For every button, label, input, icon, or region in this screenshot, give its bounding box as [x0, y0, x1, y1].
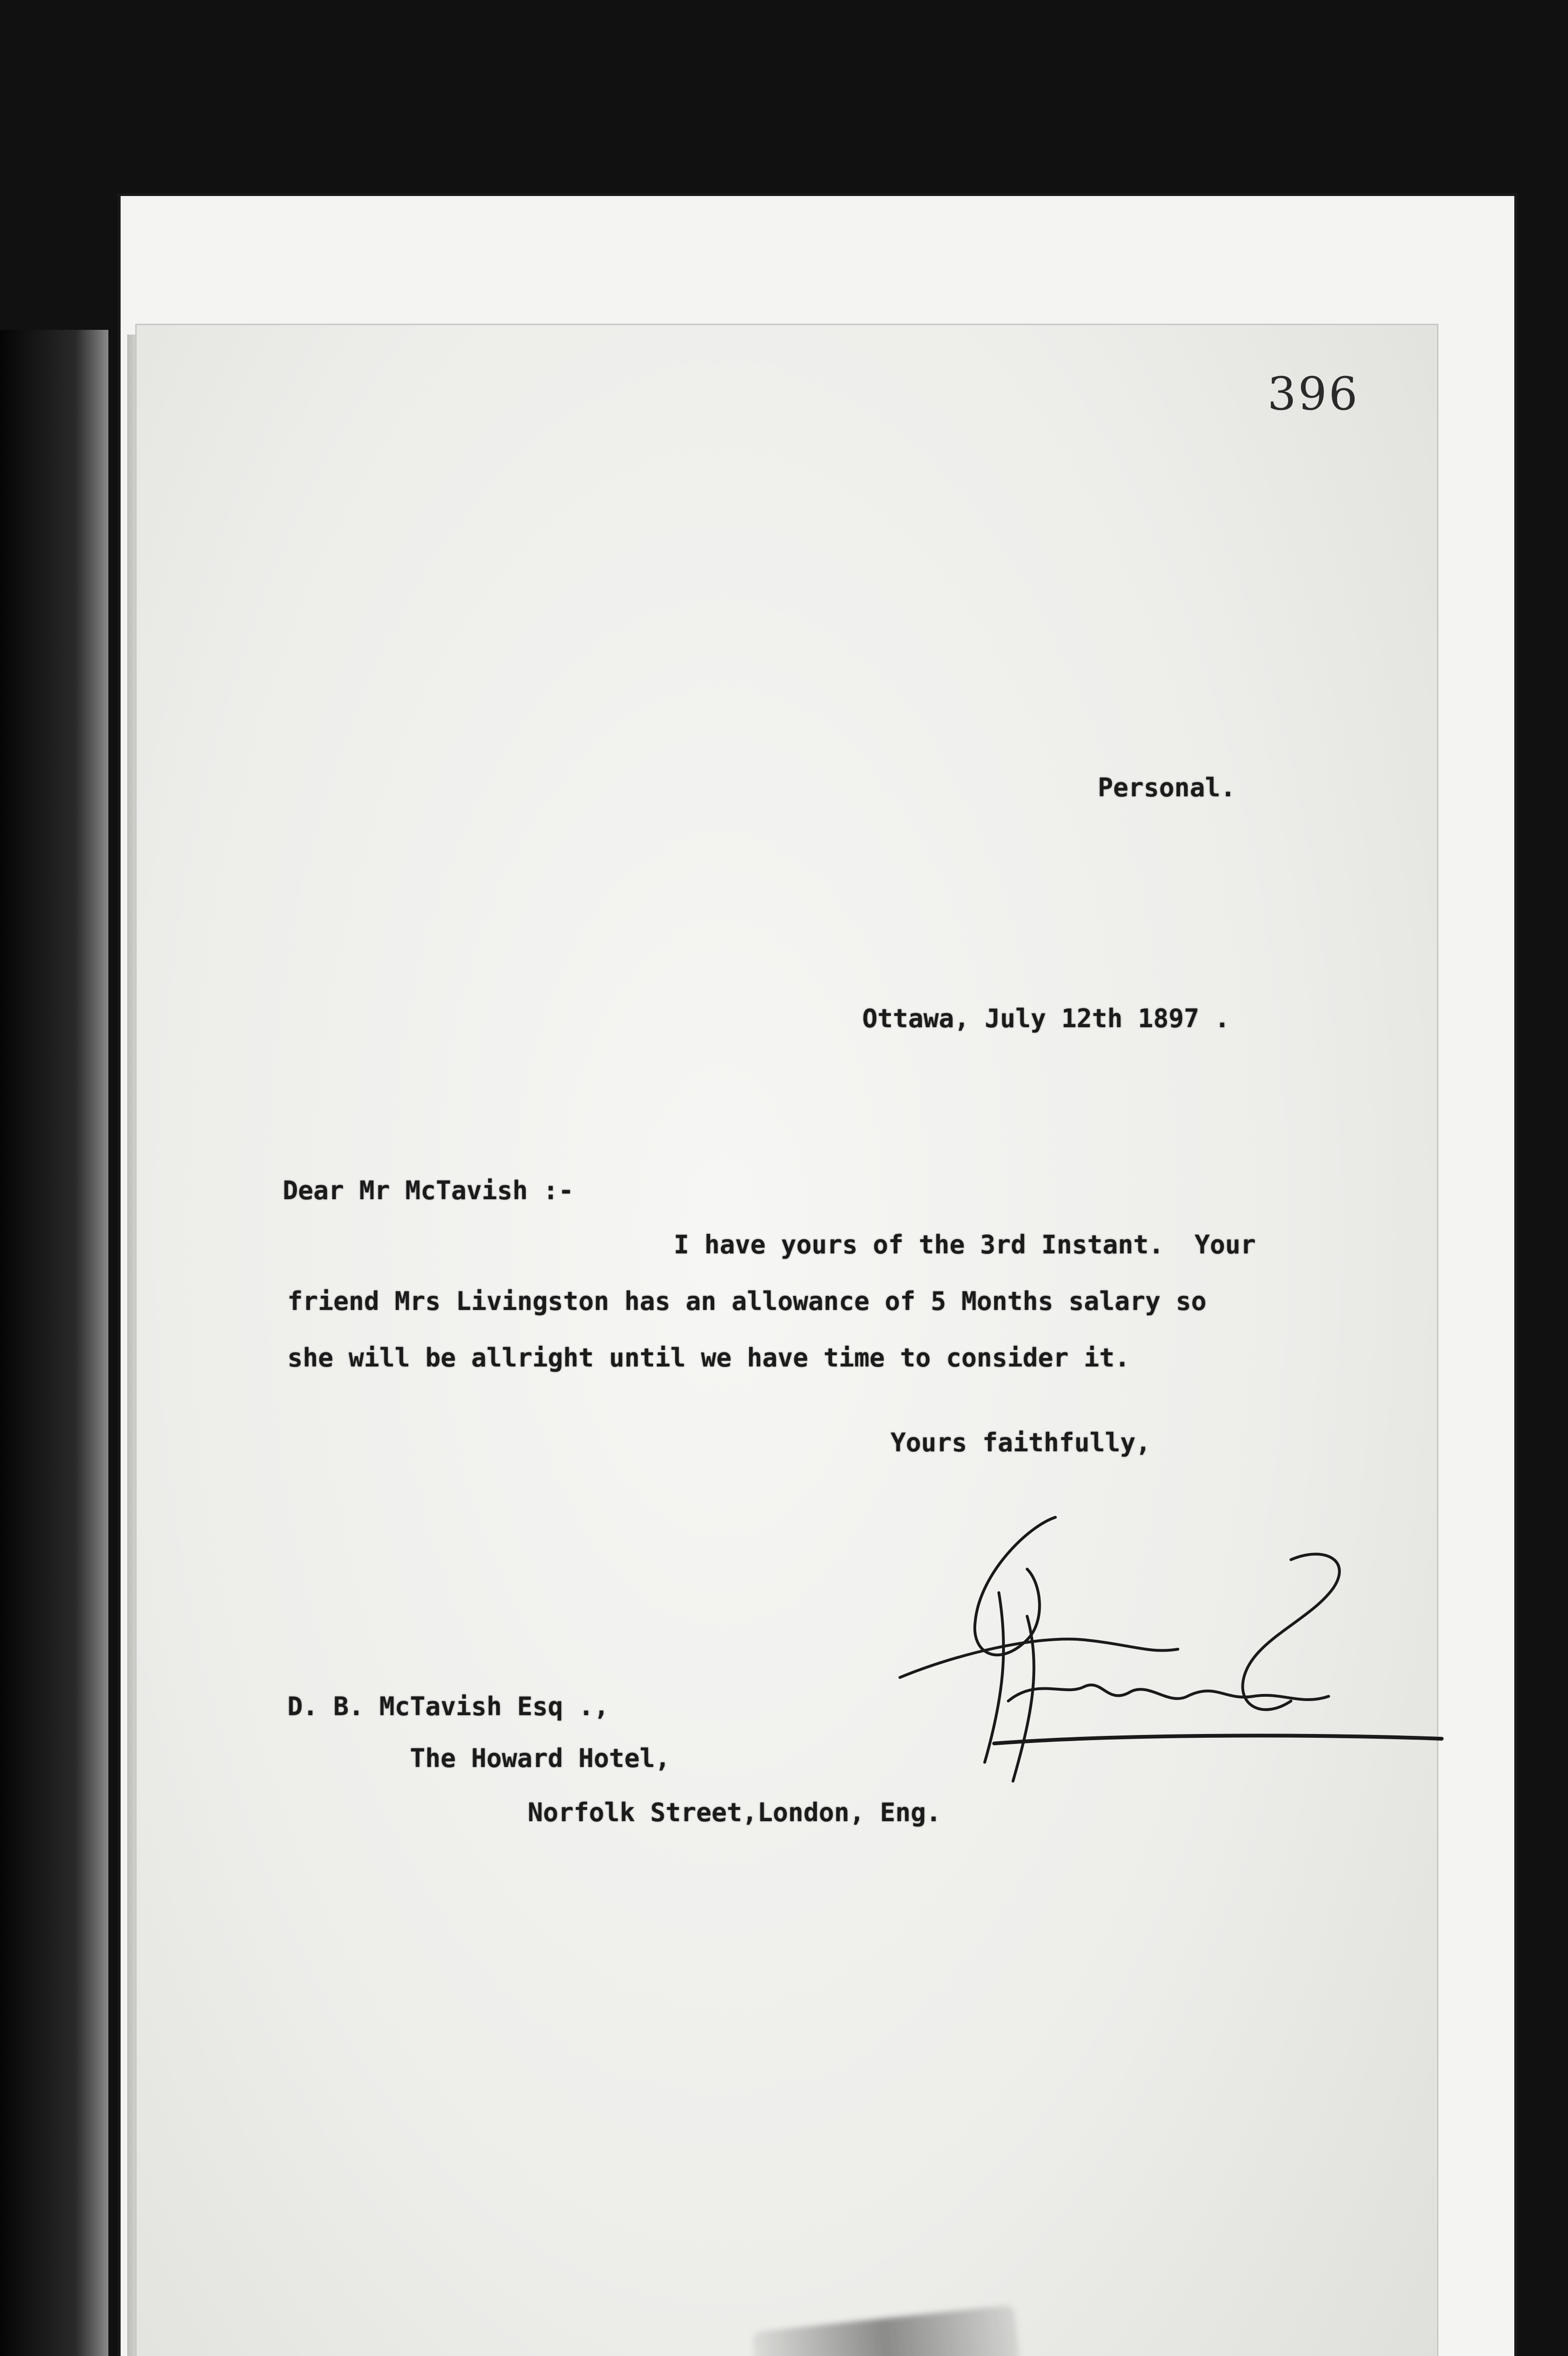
salutation: Dear Mr McTavish :- — [283, 1176, 574, 1205]
body-line-2: friend Mrs Livingston has an allowance of 5 Months salary so — [287, 1286, 1207, 1316]
body-line-1: I have yours of the 3rd Instant. Your — [674, 1230, 1256, 1260]
personal-marking: Personal. — [1098, 773, 1236, 802]
page-number: 396 — [1267, 368, 1360, 420]
closing-line: Yours faithfully, — [890, 1428, 1151, 1457]
film-edge-strip — [0, 330, 108, 2356]
date-line: Ottawa, July 12th 1897 . — [862, 1004, 1230, 1033]
recipient-hotel: The Howard Hotel, — [410, 1743, 670, 1773]
body-line-3: she will be allright until we have time to consider it. — [287, 1343, 1130, 1373]
recipient-street: Norfolk Street,London, Eng. — [528, 1798, 941, 1827]
recipient-name: D. B. McTavish Esq ., — [287, 1692, 609, 1721]
letter-sheet — [137, 325, 1437, 2356]
handwritten-signature — [886, 1498, 1451, 1828]
